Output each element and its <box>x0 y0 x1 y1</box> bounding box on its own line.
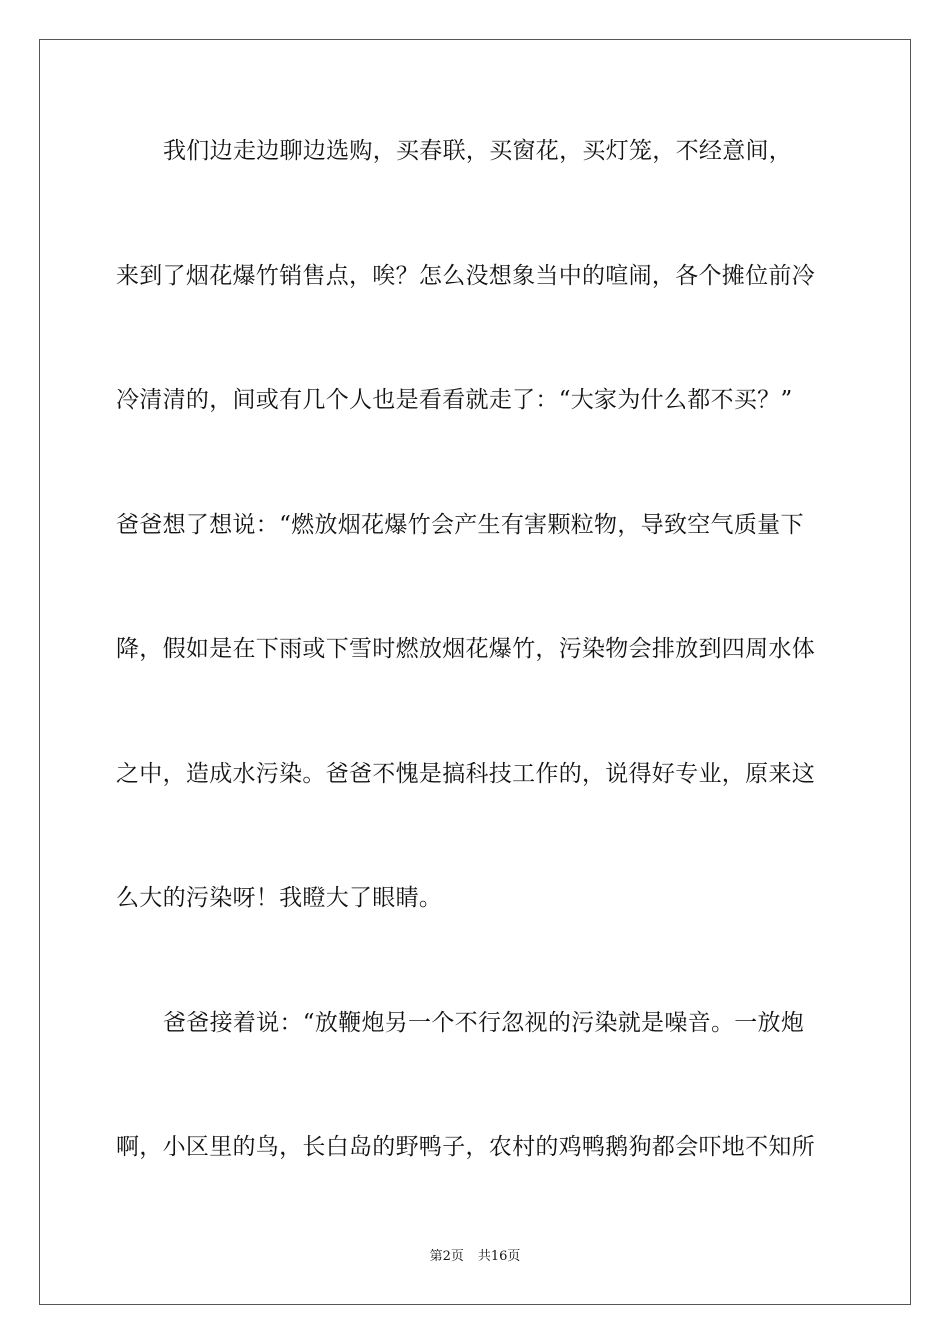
text-line-8: 爸爸接着说：“放鞭炮另一个不行忽视的污染就是噪音。一放炮 <box>163 1010 805 1036</box>
text-line-9: 啊，小区里的鸟，长白岛的野鸭子，农村的鸡鸭鹅狗都会吓地不知所 <box>116 1134 815 1160</box>
page-border <box>39 39 911 1305</box>
text-line-7: 么大的污染呀！我瞪大了眼睛。 <box>116 885 443 911</box>
text-line-6: 之中，造成水污染。爸爸不愧是搞科技工作的，说得好专业，原来这 <box>116 761 815 787</box>
page-footer <box>0 1249 950 1265</box>
text-line-4: 爸爸想了想说：“燃放烟花爆竹会产生有害颗粒物，导致空气质量下 <box>116 512 804 538</box>
text-line-5: 降，假如是在下雨或下雪时燃放烟花爆竹，污染物会排放到四周水体 <box>116 636 815 662</box>
page-number: 第2页 <box>429 1249 464 1264</box>
text-line-1: 我们边走边聊边选购，买春联，买窗花，买灯笼，不经意间， <box>163 138 793 164</box>
total-pages: 共16页 <box>477 1249 521 1264</box>
text-line-2: 来到了烟花爆竹销售点，唉？怎么没想象当中的喧闹，各个摊位前冷 <box>116 263 815 289</box>
text-line-3: 冷清清的，间或有几个人也是看看就走了：“大家为什么都不买？” <box>116 387 793 413</box>
